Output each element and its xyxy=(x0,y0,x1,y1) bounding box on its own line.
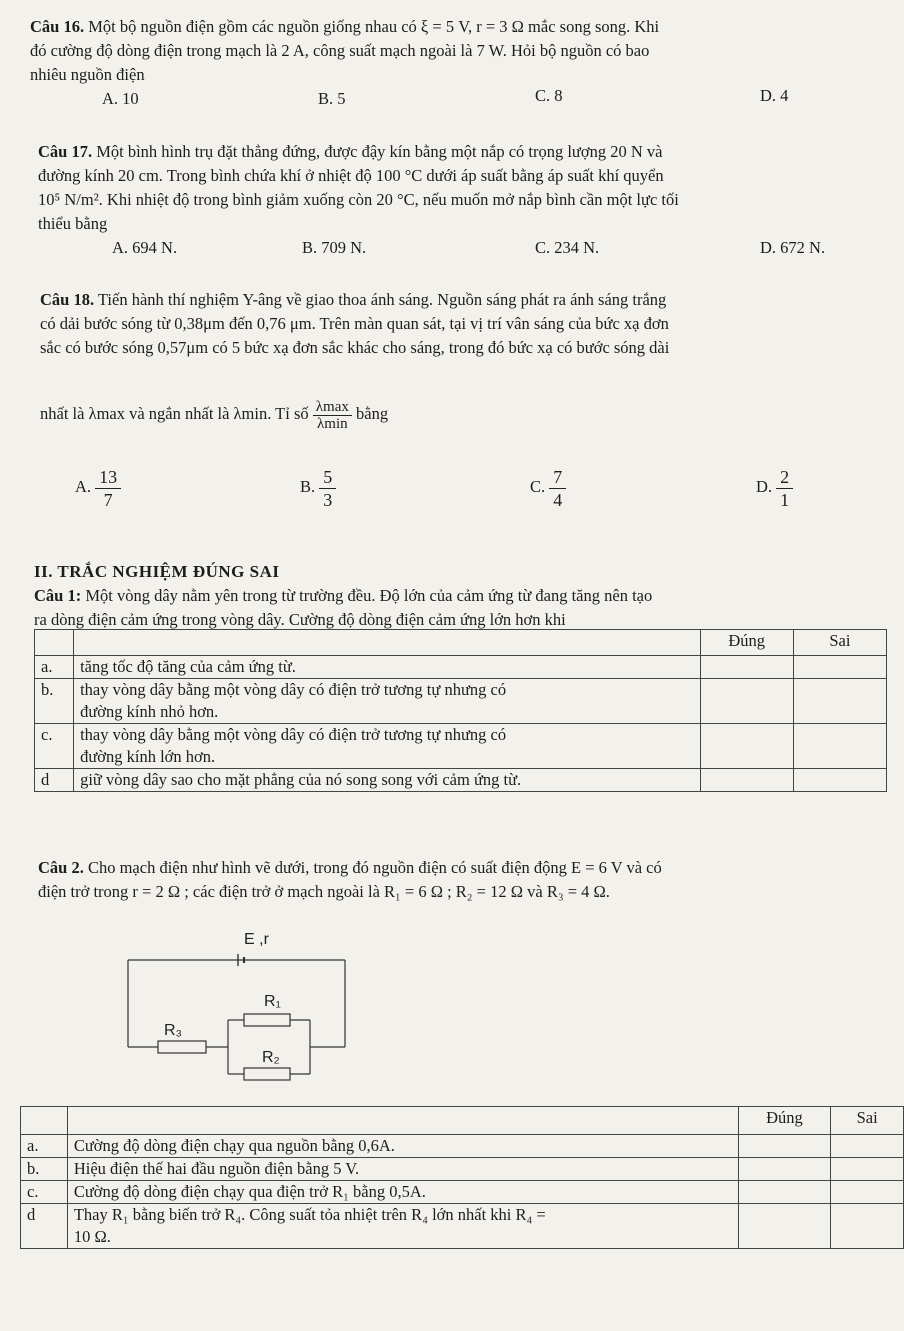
q18-line3: sắc có bước sóng 0,57μm có 5 bức xạ đơn sắc khác cho sáng, trong đó bức xạ có bước sóng dài xyxy=(40,338,670,357)
q17-option-c[interactable]: C. 234 N. xyxy=(535,238,600,257)
tf1-head-false: Sai xyxy=(793,630,886,656)
table-row xyxy=(35,656,887,679)
q18-option-a-fraction: $\frac{13}{7}$ xyxy=(95,466,121,511)
q17-line4: thiểu bằng xyxy=(38,214,108,233)
q17-label: Câu 17. xyxy=(38,142,93,161)
false-cell[interactable] xyxy=(831,1135,904,1158)
q16-option-b[interactable]: B. 5 xyxy=(318,89,346,108)
q16-option-a[interactable]: A. 10 xyxy=(102,89,139,108)
table-row xyxy=(35,679,887,724)
row-letter: a. xyxy=(21,1135,68,1158)
q18-line2: có dải bước sóng từ 0,38μm đến 0,76 μm. Trên màn quan sát, tại vị trí vân sáng của bức xạ đơn xyxy=(40,314,669,333)
q18-option-a[interactable]: A. $\frac{13}{7}$ xyxy=(75,462,121,512)
section-title: II. TRẮC NGHIỆM ĐÚNG SAI xyxy=(34,562,280,581)
table-row xyxy=(35,724,887,769)
false-cell[interactable] xyxy=(793,679,886,724)
tf2-line2: điện trở trong r = 2 Ω ; các điện trở ở mạch ngoài là R₁ = 6 Ω ; R₂ = 12 Ω và R₃ = 4 Ω. xyxy=(38,882,610,901)
q18-option-d-fraction: $\frac{2}{1}$ xyxy=(776,466,793,511)
table-row xyxy=(21,1181,904,1204)
tf1-header-row xyxy=(35,630,887,656)
true-cell[interactable] xyxy=(738,1181,831,1204)
tf1-head-true: Đúng xyxy=(700,630,793,656)
tf1-line2: ra dòng điện cảm ứng trong vòng dây. Cường độ dòng điện cảm ứng lớn hơn khi xyxy=(34,610,566,629)
false-cell[interactable] xyxy=(793,724,886,769)
q18-option-c[interactable]: C. $\frac{7}{4}$ xyxy=(530,462,566,512)
row-letter: b. xyxy=(35,679,74,724)
q17-option-d[interactable]: D. 672 N. xyxy=(760,238,826,257)
q18-option-c-fraction: $\frac{7}{4}$ xyxy=(549,466,566,511)
q18-option-d[interactable]: D. $\frac{2}{1}$ xyxy=(756,462,793,512)
row-letter: c. xyxy=(35,724,74,769)
table-row xyxy=(21,1158,904,1181)
q17-option-a[interactable]: A. 694 N. xyxy=(112,238,178,257)
false-cell[interactable] xyxy=(793,769,886,792)
table-row xyxy=(21,1204,904,1249)
table-row xyxy=(21,1135,904,1158)
row-letter: c. xyxy=(21,1181,68,1204)
true-cell[interactable] xyxy=(700,656,793,679)
row-statement: tăng tốc độ tăng của cảm ứng từ. xyxy=(74,656,700,679)
q17-line2: đường kính 20 cm. Trong bình chứa khí ở nhiệt độ 100 °C dưới áp suất bằng áp suất khí quyển xyxy=(38,166,664,185)
q16-label: Câu 16. xyxy=(30,17,85,36)
table-row xyxy=(35,769,887,792)
q16-line1: Câu 16. Một bộ nguồn điện gồm các nguồn giống nhau có ξ = 5 V, r = 3 Ω mắc song song. Khi xyxy=(30,17,660,36)
tf1-table xyxy=(34,629,887,792)
q16-line2: đó cường độ dòng điện trong mạch là 2 A, công suất mạch ngoài là 7 W. Hỏi bộ nguồn có bao xyxy=(30,41,650,60)
true-cell[interactable] xyxy=(738,1204,831,1249)
circuit-diagram xyxy=(120,922,360,1092)
row-statement: Cường độ dòng điện chạy qua điện trở R₁ bằng 0,5A. xyxy=(67,1181,738,1204)
q18-label: Câu 18. xyxy=(40,290,95,309)
row-statement: Thay R₁ bằng biến trở R₄. Công suất tỏa nhiệt trên R₄ lớn nhất khi R₄ = 10 Ω. xyxy=(67,1204,738,1249)
r2-label: R₂ xyxy=(262,1049,280,1066)
tf1-line1: Câu 1: Một vòng dây nằm yên trong từ trường đều. Độ lớn của cảm ứng từ đang tăng nên tạo xyxy=(34,586,653,605)
row-letter: d xyxy=(21,1204,68,1249)
resistor-r3 xyxy=(158,1041,206,1053)
q18-option-b[interactable]: B. $\frac{5}{3}$ xyxy=(300,462,336,512)
q17-line3: 10⁵ N/m². Khi nhiệt độ trong bình giảm xuống còn 20 °C, nếu muốn mở nắp bình cần một lực tối xyxy=(38,190,679,209)
true-cell[interactable] xyxy=(700,769,793,792)
r1-label: R₁ xyxy=(264,993,281,1010)
resistor-r2 xyxy=(244,1068,290,1080)
false-cell[interactable] xyxy=(831,1181,904,1204)
tf1-label: Câu 1: xyxy=(34,586,82,605)
row-statement: giữ vòng dây sao cho mặt phẳng của nó song song với cảm ứng từ. xyxy=(74,769,700,792)
false-cell[interactable] xyxy=(831,1158,904,1181)
r3-label: R₃ xyxy=(164,1022,183,1039)
tf2-line1: Câu 2. Cho mạch điện như hình vẽ dưới, trong đó nguồn điện có suất điện động E = 6 V và có xyxy=(38,858,662,877)
q18-option-b-fraction: $\frac{5}{3}$ xyxy=(319,466,336,511)
tf2-header-row xyxy=(21,1107,904,1135)
row-statement: Hiệu điện thế hai đầu nguồn điện bằng 5 V. xyxy=(67,1158,738,1181)
row-statement: thay vòng dây bằng một vòng dây có điện trở tương tự nhưng có đường kính nhỏ hơn. xyxy=(74,679,700,724)
true-cell[interactable] xyxy=(700,679,793,724)
true-cell[interactable] xyxy=(700,724,793,769)
q16-option-d[interactable]: D. 4 xyxy=(760,86,789,105)
row-statement: Cường độ dòng điện chạy qua nguồn bằng 0,6A. xyxy=(67,1135,738,1158)
row-letter: b. xyxy=(21,1158,68,1181)
tf2-head-true: Đúng xyxy=(738,1107,831,1135)
q17-option-b[interactable]: B. 709 N. xyxy=(302,238,367,257)
q17-line1: Câu 17. Một bình hình trụ đặt thẳng đứng, được đậy kín bằng một nắp có trọng lượng 20 N và xyxy=(38,142,663,161)
false-cell[interactable] xyxy=(793,656,886,679)
q18-line4: nhất là λmax và ngắn nhất là λmin. Tỉ số $\frac{\lambda\max}{\lambda\min}$ bằng xyxy=(40,398,389,432)
q16-option-c[interactable]: C. 8 xyxy=(535,86,563,105)
tf2-head-false: Sai xyxy=(831,1107,904,1135)
row-letter: a. xyxy=(35,656,74,679)
q16-line3: nhiêu nguồn điện xyxy=(30,65,145,84)
q18-line1: Câu 18. Tiến hành thí nghiệm Y-âng về giao thoa ánh sáng. Nguồn sáng phát ra ánh sáng trắng xyxy=(40,290,667,309)
tf2-table xyxy=(20,1106,904,1249)
resistor-r1 xyxy=(244,1014,290,1026)
false-cell[interactable] xyxy=(831,1204,904,1249)
row-letter: d xyxy=(35,769,74,792)
q18-ratio: $\frac{\lambda\max}{\lambda\min}$ xyxy=(313,399,352,432)
tf2-label: Câu 2. xyxy=(38,858,84,877)
true-cell[interactable] xyxy=(738,1158,831,1181)
source-label: E ,r xyxy=(244,931,269,948)
row-statement: thay vòng dây bằng một vòng dây có điện trở tương tự nhưng có đường kính lớn hơn. xyxy=(74,724,700,769)
true-cell[interactable] xyxy=(738,1135,831,1158)
